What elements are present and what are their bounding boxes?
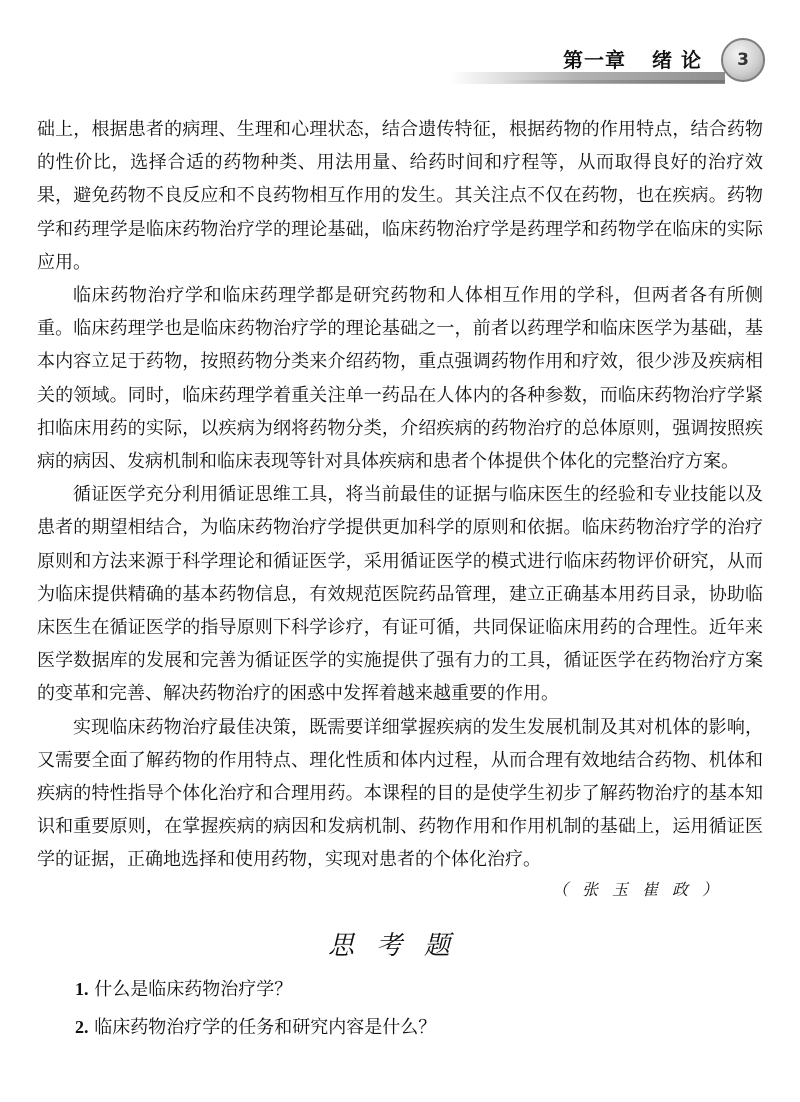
question-number: 2. <box>75 1017 89 1037</box>
paragraph-4: 实现临床药物治疗最佳决策，既需要详细掌握疾病的发生发展机制及其对机体的影响，又需要全面了解药物的作用特点、理化性质和体内过程，从而合理有效地结合药物、机体和疾病的特性指导个体化治疗和合理用药。本课程的目的是使学生初步了解药物治疗的基本知识和重要原则，在掌握疾病的病因和发病机制、药物作用和作用机制的基础上，运用循证医学的证据，正确地选择和使用药物，实现对患者的个体化治疗。 <box>37 716 763 871</box>
page-number-badge <box>721 38 765 82</box>
question-number: 1. <box>75 979 89 999</box>
section-heading: 思考题 <box>327 931 472 961</box>
author-attribution: （张玉崔政） <box>551 880 732 899</box>
running-head <box>563 44 702 73</box>
header-rule-accent <box>500 80 725 83</box>
paragraph-1: 础上，根据患者的病理、生理和心理状态，结合遗传特征，根据药物的作用特点，结合药物的性价比，选择合适的药物种类、用法用量、给药时间和疗程等，从而取得良好的治疗效果，避免药物不良反应和不良药物相互作用的发生。其关注点不仅在药物，也在疾病。药物学和药理学是临床药物治疗学的理论基础，临床药物治疗学是药理学和药物学在临床的实际应用。 <box>37 119 763 273</box>
question-item <box>75 1013 436 1039</box>
question-text: 什么是临床药物治疗学？ <box>94 979 293 1000</box>
chapter-name: 绪 论 <box>652 48 702 72</box>
question-item <box>75 975 292 1001</box>
chapter-label: 第一章 <box>563 48 627 72</box>
paragraph-3: 循证医学充分利用循证思维工具，将当前最佳的证据与临床医生的经验和专业技能以及患者的期望相结合，为临床药物治疗学提供更加科学的原则和依据。临床药物治疗学的治疗原则和方法来源于科学理论和循证医学，采用循证医学的模式进行临床药物评价研究，从而为临床提供精确的基本药物信息，有效规范医院药品管理，建立正确基本用药目录，协助临床医生在循证医学的指导原则下科学诊疗，有证可循，共同保证临床用药的合理性。近年来医学数据库的发展和完善为循证医学的实施提供了强有力的工具，循证医学在药物治疗方案的变革和完善、解决药物治疗的困惑中发挥着越来越重要的作用。 <box>37 484 763 705</box>
page-header <box>0 0 800 90</box>
body-text <box>37 113 763 877</box>
paragraph-2: 临床药物治疗学和临床药理学都是研究药物和人体相互作用的学科，但两者各有所侧重。临床药理学也是临床药物治疗学的理论基础之一，前者以药理学和临床医学为基础，基本内容立足于药物，按照药物分类来介绍药物，重点强调药物作用和疗效，很少涉及疾病相关的领域。同时，临床药理学着重关注单一药品在人体内的各种参数，而临床药物治疗学紧扣临床用药的实际，以疾病为纲将药物分类，介绍疾病的药物治疗的总体原则，强调按照疾病的病因、发病机制和临床表现等针对具体疾病和患者个体提供个体化的完整治疗方案。 <box>37 285 763 473</box>
page-number: 3 <box>737 50 749 70</box>
question-text: 临床药物治疗学的任务和研究内容是什么？ <box>94 1017 437 1038</box>
